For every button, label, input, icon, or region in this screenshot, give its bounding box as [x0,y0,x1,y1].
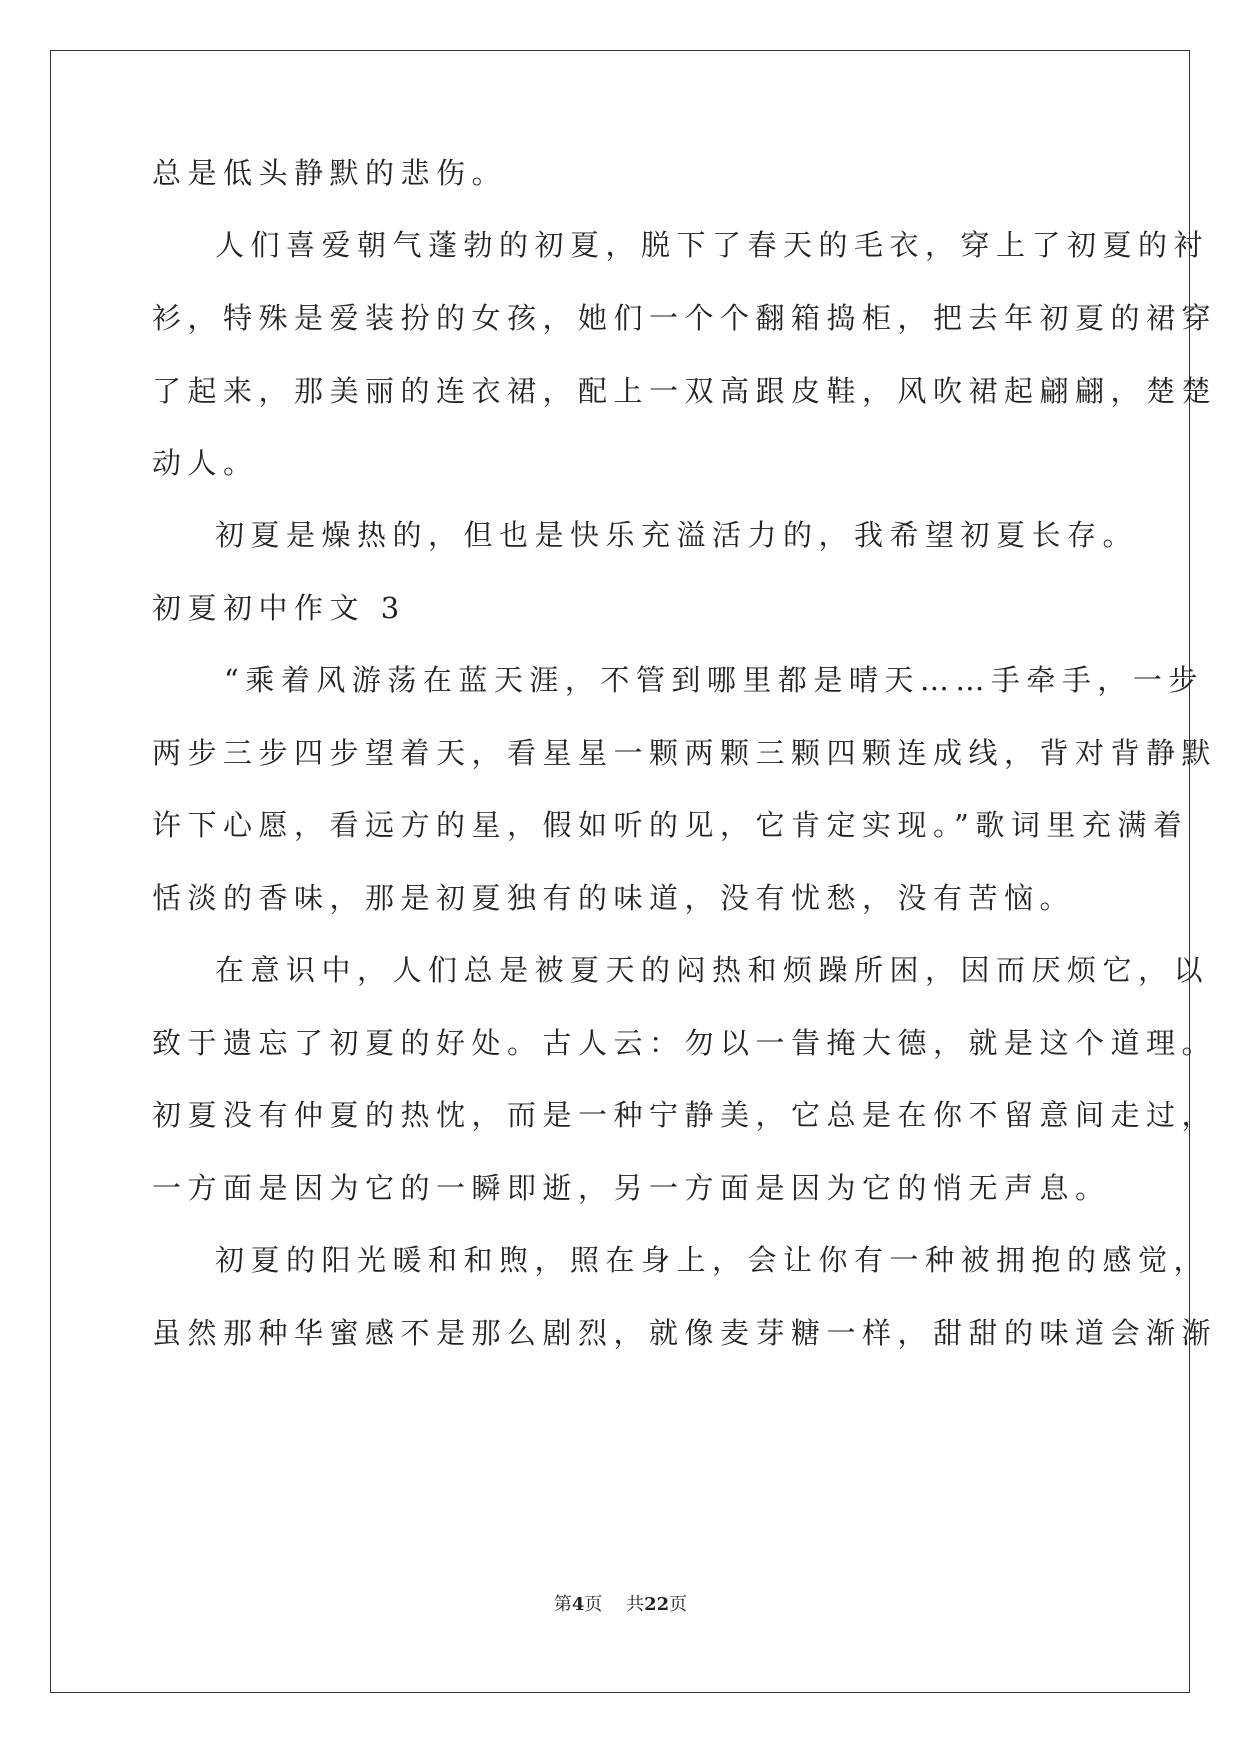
paragraph-start-line: 人们喜爱朝气蓬勃的初夏，脱下了春天的毛衣，穿上了初夏的衬 [215,228,1210,262]
text-line: 致于遗忘了初夏的好处。古人云：勿以一眚掩大德，就是这个道理。 [152,1026,1218,1060]
footer-total-suffix: 页 [669,1594,688,1615]
text-line: 动人。 [152,446,259,480]
text-line: 了起来，那美丽的连衣裙，配上一双高跟皮鞋，风吹裙起翩翩，楚楚 [152,374,1218,408]
page-border [50,50,1190,1693]
footer-prefix: 第 [553,1594,572,1615]
text-line: 衫，特殊是爱装扮的女孩，她们一个个翻箱捣柜，把去年初夏的裙穿 [152,301,1218,335]
text-line: 一方面是因为它的一瞬即逝，另一方面是因为它的悄无声息。 [152,1171,1111,1205]
text-line: 恬淡的香味，那是初夏独有的味道，没有忧愁，没有苦恼。 [152,881,1076,915]
paragraph-start-line: “乘着风游荡在蓝天涯，不管到哪里都是晴天……手牵手，一步 [224,663,1204,697]
text-line: 两步三步四步望着天，看星星一颗两颗三颗四颗连成线，背对背静默 [152,736,1218,770]
footer-total-prefix: 共 [626,1594,645,1615]
text-line: 初夏没有仲夏的热忱，而是一种宁静美，它总是在你不留意间走过， [152,1098,1218,1132]
paragraph-start-line: 在意识中，人们总是被夏天的闷热和烦躁所困，因而厌烦它，以 [215,953,1210,987]
text-line: 总是低头静默的悲伤。 [152,156,508,190]
section-heading: 初夏初中作文 3 [152,591,406,625]
text-line: 许下心愿，看远方的星，假如听的见，它肯定实现。”歌词里充满着 [152,808,1189,842]
text-line: 虽然那种华蜜感不是那么剧烈，就像麦芽糖一样，甜甜的味道会渐渐 [152,1316,1218,1350]
footer-page-suffix: 页 [584,1594,603,1615]
current-page-number: 4 [571,1594,585,1615]
page-footer [0,1590,1241,1616]
paragraph-start-line: 初夏是燥热的，但也是快乐充溢活力的，我希望初夏长存。 [215,518,1139,552]
paragraph-start-line: 初夏的阳光暖和和煦，照在身上，会让你有一种被拥抱的感觉， [215,1243,1210,1277]
total-page-count: 22 [644,1594,670,1615]
